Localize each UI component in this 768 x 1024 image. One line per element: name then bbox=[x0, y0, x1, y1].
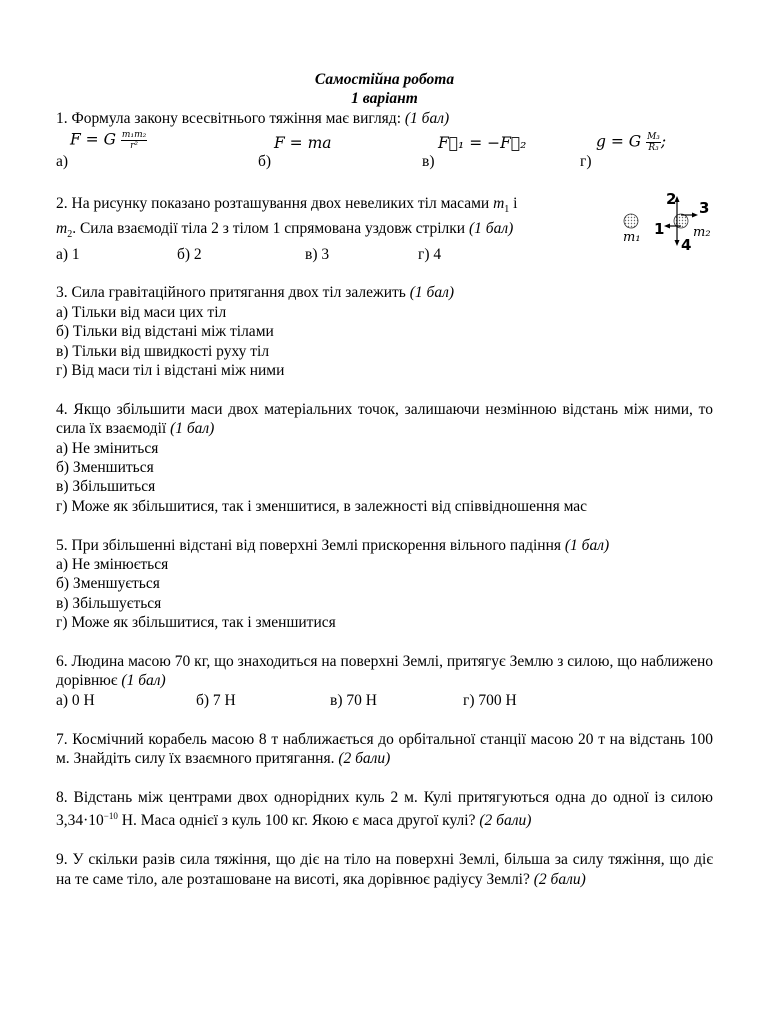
option-d-label: г) bbox=[580, 153, 592, 171]
body-1-icon bbox=[624, 214, 638, 228]
q4-option-b: б) Зменшиться bbox=[56, 459, 154, 477]
question-5-score: (1 бал) bbox=[564, 536, 610, 554]
option-a-label: а) bbox=[56, 153, 69, 171]
question-2-score: (1 бал) bbox=[468, 220, 514, 238]
q4-option-a: а) Не зміниться bbox=[56, 439, 159, 457]
question-1-options bbox=[56, 130, 713, 174]
q2-option-d: г) 4 bbox=[418, 245, 442, 263]
worksheet-variant: 1 варіант bbox=[351, 90, 418, 108]
question-8: 8. Відстань між центрами двох однорідних куль 2 м. Кулі притягуються одна до одної із силою $3,34\cdot 10^{-10}$ Н. Маса однієї з куль 100 кг. Якою є маса другої кулі? (2 бали) bbox=[56, 788, 713, 830]
question-7: 7. Космічний корабель масою 8 т наближається до орбітальної станції масою 20 т на відстань 100 м. Знайдіть силу їх взаємного притягання. (2 бали) bbox=[56, 730, 713, 768]
arrow-1-label: 1 bbox=[654, 219, 665, 238]
question-3-score: (1 бал) bbox=[409, 284, 455, 302]
q4-option-c: в) Збільшиться bbox=[56, 478, 156, 496]
q5-option-d: г) Може як збільшитися, так і зменшитися bbox=[56, 614, 336, 632]
q3-option-a: а) Тільки від маси цих тіл bbox=[56, 303, 227, 321]
q6-option-a: а) 0 Н bbox=[56, 691, 95, 709]
question-6-score: (1 бал) bbox=[121, 672, 166, 690]
worksheet-title: Самостійна робота bbox=[314, 71, 455, 88]
q5-option-c: в) Збільшується bbox=[56, 594, 162, 612]
body-1-label: m₁ bbox=[623, 229, 641, 245]
question-5: 5. При збільшенні відстані від поверхні Землі прискорення вільного падіння (1 бал) а) Не змінюється б) Зменшується в) Збільшується г) Може як збільшитися, так і зменшитися bbox=[56, 536, 713, 633]
q5-option-a: а) Не змінюється bbox=[56, 556, 169, 574]
question-1-score: (1 бал) bbox=[404, 109, 450, 127]
question-1 bbox=[56, 109, 713, 174]
worksheet bbox=[56, 70, 713, 889]
question-1-text: 1. Формула закону всесвітнього тяжіння має вигляд: bbox=[56, 109, 405, 127]
q6-option-c: в) 70 Н bbox=[330, 691, 377, 709]
q3-option-d: г) Від маси тіл і відстані між ними bbox=[56, 362, 285, 380]
question-6-options bbox=[56, 691, 713, 710]
formula-a: F = G $\frac{\text{m₁m₂}}{\text{r²}}$ bbox=[70, 130, 147, 152]
q3-option-b: б) Тільки від відстані між тілами bbox=[56, 323, 274, 341]
option-c-label: в) bbox=[422, 153, 435, 171]
question-9-score: (2 бали) bbox=[533, 870, 586, 888]
formula-c: F⃗₁ = −F⃗₂ bbox=[438, 134, 527, 153]
formula-d: g = G $\frac{\text{M₃}}{\text{R₃}}$ ; bbox=[596, 132, 667, 154]
q4-option-d: г) Може як збільшитися, так і зменшитися, в залежності від співвідношення мас bbox=[56, 497, 588, 515]
question-2: 2. На рисунку показано розташування двох невеликих тіл масами $m_1$ і $m_2$. Сила взаємодії тіла 2 з тілом 1 спрямована уздовж стрілки (1 бал) а) 1 б) 2 в) 3 г) 4 m₁ m₂ 2 3 1 4 bbox=[56, 194, 713, 264]
question-4: 4. Якщо збільшити маси двох матеріальних точок, залишаючи незмінною відстань між ними, то сила їх взаємодії (1 бал) а) Не зміниться б) Зменшиться в) Збільшиться г) Може як збільшитися, так і зменшитися, в залежності від співвідношення мас bbox=[56, 400, 713, 515]
q5-option-b: б) Зменшується bbox=[56, 575, 160, 593]
question-4-score: (1 бал) bbox=[170, 420, 215, 438]
body-2-label: m₂ bbox=[693, 224, 711, 240]
arrow-3-label: 3 bbox=[699, 198, 710, 217]
arrow-4-label: 4 bbox=[681, 235, 692, 252]
q3-option-c: в) Тільки від швидкості руху тіл bbox=[56, 342, 270, 360]
question-9: 9. У скільки разів сила тяжіння, що діє на тіло на поверхні Землі, більша за силу тяжіння, що діє на те саме тіло, але розташоване на висоті, яка дорівнює радіусу Землі? (2 бали) bbox=[56, 851, 713, 888]
q6-option-d: г) 700 Н bbox=[463, 691, 517, 709]
question-8-score: (2 бали) bbox=[479, 812, 532, 830]
question-3: 3. Сила гравітаційного притягання двох тіл залежить (1 бал) а) Тільки від маси цих тіл б) Тільки від відстані між тілами в) Тільки від швидкості руху тіл г) Від маси тіл і відстані між ними bbox=[56, 283, 713, 380]
question-7-score: (2 бали) bbox=[338, 750, 391, 768]
q2-option-a: а) 1 bbox=[56, 245, 80, 263]
arrow-2-label: 2 bbox=[666, 191, 677, 208]
forces-diagram bbox=[615, 192, 715, 252]
formula-b: F = ma bbox=[274, 134, 332, 153]
option-b-label: б) bbox=[258, 153, 272, 171]
q2-option-c: в) 3 bbox=[305, 245, 330, 263]
q6-option-b: б) 7 Н bbox=[196, 691, 236, 709]
question-6: 6. Людина масою 70 кг, що знаходиться на поверхні Землі, притягує Землю з силою, що наближено дорівнює (1 бал) а) 0 Н б) 7 Н в) 70 Н г) 700 Н bbox=[56, 653, 713, 709]
q2-option-b: б) 2 bbox=[177, 245, 202, 263]
